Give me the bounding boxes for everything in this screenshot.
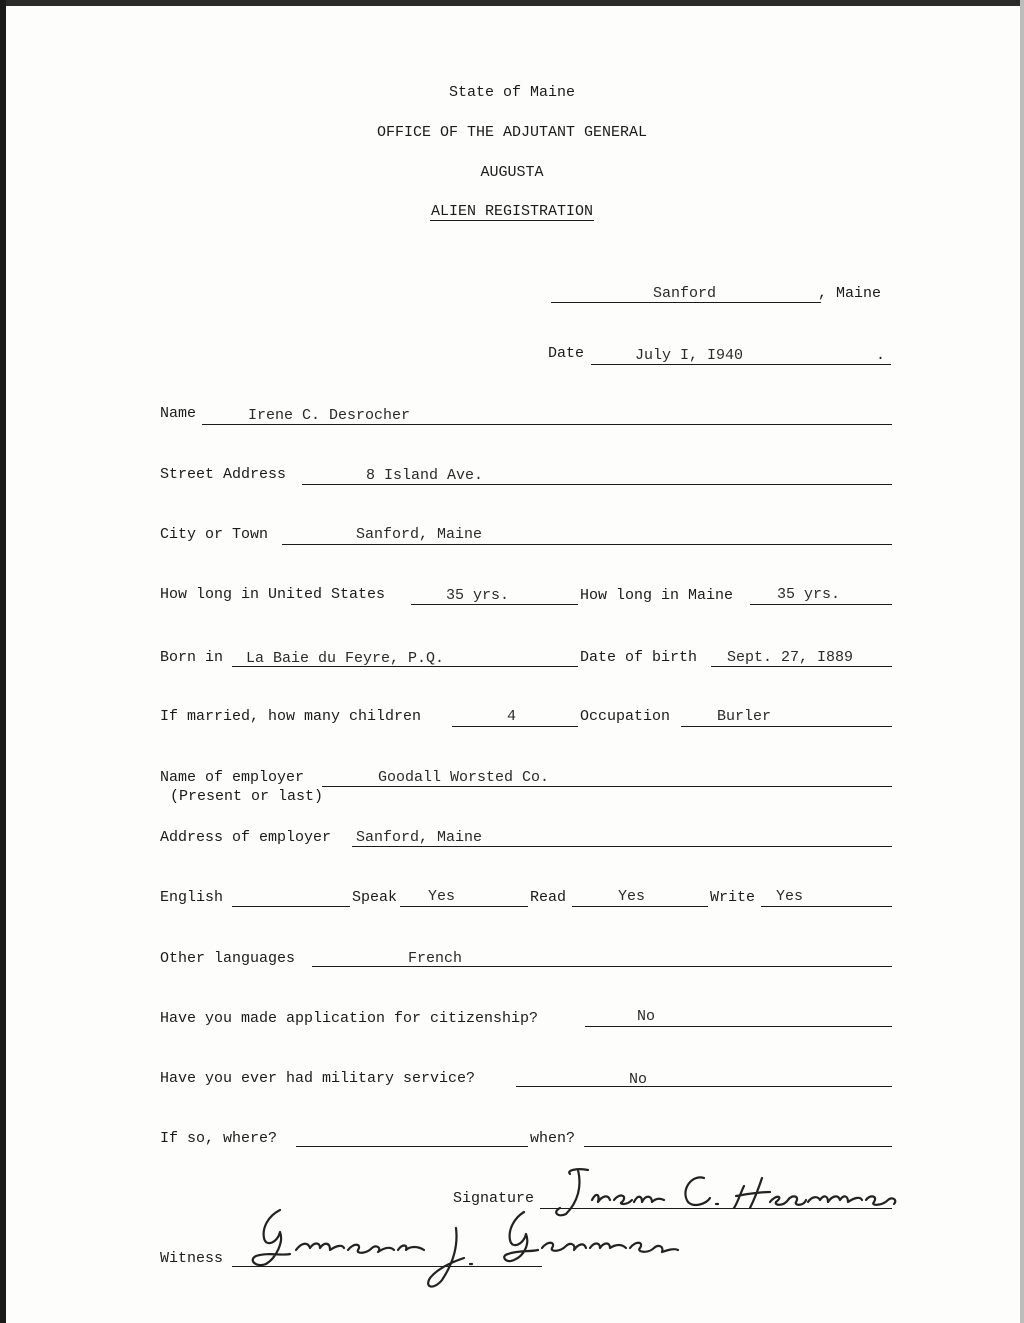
employer-label: Name of employer [160,769,305,786]
how-long-us-line [411,604,578,605]
military-label: Have you ever had military service? [160,1070,476,1087]
date-value: July I, I940 [635,347,744,364]
where-line [296,1146,528,1147]
location-value: Sanford [653,285,717,302]
speak-value: Yes [428,888,456,905]
other-languages-value: French [408,950,463,967]
speak-line [400,906,528,907]
how-long-maine-label: How long in Maine [580,587,734,604]
occupation-line [681,726,892,727]
name-label: Name [160,405,197,422]
military-line [516,1086,892,1087]
city-label: City or Town [160,526,269,543]
occupation-label: Occupation [580,708,671,725]
street-address-value: 8 Island Ave. [366,467,484,484]
read-value: Yes [618,888,646,905]
scan-edge-left [0,0,6,1323]
city-heading: AUGUSTA [480,164,544,181]
citizenship-value: No [637,1008,656,1025]
children-value: 4 [507,708,517,725]
how-long-us-value: 35 yrs. [446,587,510,604]
form-title: ALIEN REGISTRATION [430,203,594,220]
write-line [761,906,892,907]
scan-edge-top [0,0,1024,6]
when-line [584,1146,892,1147]
street-address-line [302,484,892,485]
employer-value: Goodall Worsted Co. [378,769,550,786]
date-of-birth-value: Sept. 27, I889 [727,649,854,666]
write-label: Write [710,889,756,906]
employer-sublabel: (Present or last) [170,788,324,805]
location-suffix: , Maine [818,285,882,302]
date-of-birth-label: Date of birth [580,649,698,666]
read-label: Read [530,889,567,906]
signature-label: Signature [453,1190,535,1207]
witness-label: Witness [160,1250,224,1267]
other-languages-label: Other languages [160,950,296,967]
city-value: Sanford, Maine [356,526,483,543]
date-of-birth-line [711,666,892,667]
other-languages-line [312,966,892,967]
witness-handwriting [238,1198,688,1298]
read-line [572,906,708,907]
state-heading: State of Maine [448,84,576,101]
citizenship-line [585,1026,892,1027]
employer-address-line [352,846,892,847]
date-label: Date [548,345,585,362]
citizenship-label: Have you made application for citizenship? [160,1010,539,1027]
born-in-label: Born in [160,649,224,666]
name-value: Irene C. Desrocher [248,407,411,424]
english-label: English [160,889,224,906]
how-long-maine-line [750,604,892,605]
city-line [282,544,892,545]
scan-edge-right [1020,0,1024,1323]
date-line [591,364,891,365]
employer-address-value: Sanford, Maine [356,829,483,846]
form-title-wrap [0,203,1024,220]
born-in-value: La Baie du Feyre, P.Q. [246,650,445,667]
when-label: when? [530,1130,576,1147]
employer-line [322,786,892,787]
street-address-label: Street Address [160,466,287,483]
location-line [551,302,821,303]
military-value: No [629,1071,648,1088]
occupation-value: Burler [717,708,772,725]
office-heading: OFFICE OF THE ADJUTANT GENERAL [376,124,648,141]
english-line [232,906,350,907]
where-label: If so, where? [160,1130,278,1147]
how-long-us-label: How long in United States [160,586,386,603]
children-label: If married, how many children [160,708,422,725]
name-line [202,424,892,425]
children-line [452,726,578,727]
write-value: Yes [776,888,804,905]
speak-label: Speak [352,889,398,906]
date-end-mark: . [876,347,886,364]
employer-address-label: Address of employer [160,829,332,846]
how-long-maine-value: 35 yrs. [777,586,841,603]
